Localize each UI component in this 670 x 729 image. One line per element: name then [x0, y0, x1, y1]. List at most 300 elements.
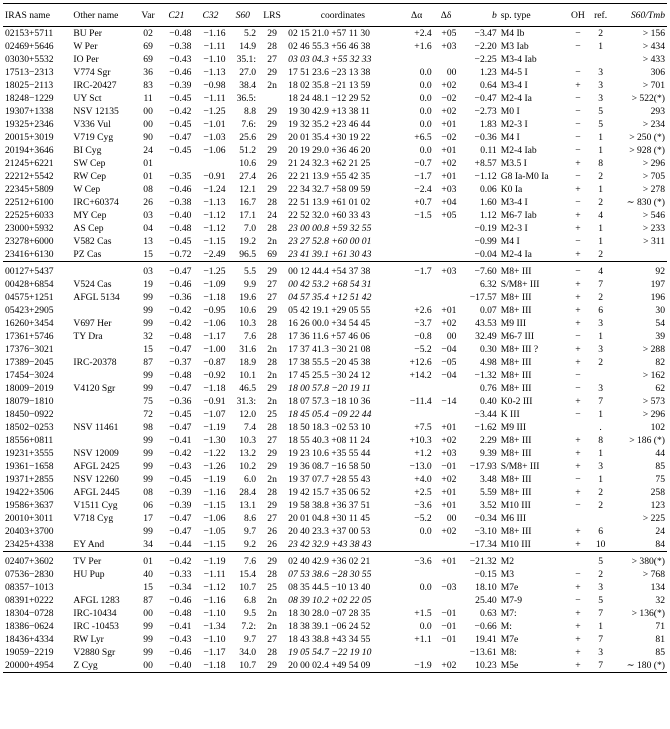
- cell-s60: 7.0: [244, 223, 257, 234]
- cell-oh: +: [575, 184, 581, 195]
- cell-delta-alpha: +4.0: [414, 474, 432, 485]
- cell-c32: −1.30: [203, 435, 226, 446]
- cell-sp-type: M10 III: [500, 500, 531, 511]
- cell-c21: −0.46: [169, 279, 192, 290]
- cell-oh: −: [575, 370, 581, 381]
- cell-other-name: NSV 11461: [73, 422, 119, 433]
- cell-s60-tmb: 134: [650, 582, 665, 593]
- cell-sp-type: M3: [500, 569, 515, 580]
- cell-other-name: V697 Her: [73, 318, 112, 329]
- cell-s60: 16.7: [239, 197, 257, 208]
- cell-coordinates: 22 34 32.7 +58 09 59: [288, 184, 371, 195]
- cell-var: 87: [143, 595, 153, 606]
- cell-ref: 1: [598, 184, 604, 195]
- cell-delta-delta: +02: [441, 106, 457, 117]
- cell-other-name: [71, 343, 136, 356]
- table-row: [3, 408, 667, 421]
- cell-delta-delta: +02: [441, 526, 457, 537]
- cell-delta-delta: +02: [441, 474, 457, 485]
- cell-c21: −0.42: [169, 448, 192, 459]
- table-row: [3, 512, 667, 525]
- cell-c32: −1.15: [193, 538, 227, 552]
- cell-sp-type: M2-4 Iab: [500, 145, 537, 156]
- cell-c32: −1.10: [203, 634, 226, 645]
- table-row: [3, 369, 667, 382]
- cell-delta-delta: −04: [441, 370, 457, 381]
- cell-sp-type: K0 Ia: [500, 184, 523, 195]
- cell-other-name: V524 Cas: [73, 279, 112, 290]
- cell-ref: 2: [598, 197, 604, 208]
- cell-b: −1.12: [474, 171, 497, 182]
- cell-c32: −1.13: [203, 67, 226, 78]
- cell-sp-type: M8+ III: [499, 262, 567, 279]
- cell-oh: +: [575, 647, 581, 658]
- cell-s60-tmb: 30: [655, 305, 665, 316]
- cell-iras-name: 19307+1338: [5, 106, 54, 117]
- cell-ref: [590, 369, 612, 382]
- cell-iras-name: 18025−2113: [5, 80, 54, 91]
- cell-lrs: 27: [267, 54, 277, 65]
- cell-lrs: 27: [267, 435, 277, 446]
- cell-lrs: 2n: [267, 595, 277, 606]
- cell-sp-type: M0 I: [500, 106, 520, 117]
- cell-iras-name: 17361+5746: [5, 331, 54, 342]
- col-sp-type: sp. type: [499, 4, 567, 27]
- cell-b: −17.57: [469, 292, 497, 303]
- cell-delta-alpha: −0.7: [414, 158, 432, 169]
- cell-iras-name: 17454−3024: [5, 370, 54, 381]
- cell-iras-name: 19586+3637: [5, 500, 54, 511]
- cell-ref: 3: [598, 461, 604, 472]
- table-row: [3, 222, 667, 235]
- cell-other-name: W Cep: [73, 184, 101, 195]
- cell-b: 6.32: [479, 279, 497, 290]
- cell-c21: −0.46: [169, 595, 192, 606]
- cell-lrs: 24: [267, 210, 277, 221]
- cell-oh: +: [566, 248, 589, 262]
- cell-var: 00: [143, 608, 153, 619]
- cell-s60-tmb: > 234: [642, 119, 665, 130]
- cell-other-name: V2880 Sgr: [73, 647, 116, 658]
- cell-sp-type: M4 I: [500, 132, 520, 143]
- cell-ref: 5: [590, 552, 612, 569]
- cell-c32: −1.05: [203, 526, 226, 537]
- cell-iras-name: 20000+4954: [3, 659, 71, 673]
- cell-delta-delta: +02: [441, 80, 457, 91]
- cell-lrs: 25: [267, 409, 277, 420]
- cell-b: 9.39: [479, 448, 497, 459]
- cell-ref: .: [599, 422, 602, 433]
- cell-delta-delta: 00: [446, 331, 457, 342]
- cell-sp-type: K III: [500, 409, 520, 420]
- cell-iras-name: 23000+5932: [5, 223, 54, 234]
- cell-s60: 9.7: [244, 526, 257, 537]
- cell-s60-tmb: > 278: [642, 184, 665, 195]
- cell-coordinates: 18 07 57.3 −18 10 36: [288, 396, 371, 407]
- cell-lrs: 29: [267, 461, 277, 472]
- table-row: [3, 486, 667, 499]
- cell-c21: −0.45: [169, 119, 192, 130]
- cell-oh: +: [575, 435, 581, 446]
- cell-s60: 10.6: [239, 305, 257, 316]
- cell-oh: +: [575, 526, 581, 537]
- cell-s60: 36.5:: [236, 93, 257, 104]
- cell-c32: −1.06: [203, 513, 226, 524]
- cell-b: −0.99: [474, 236, 497, 247]
- cell-b: 19.41: [475, 634, 497, 645]
- cell-delta-alpha: +7.5: [414, 422, 432, 433]
- cell-s60: 7.2:: [241, 621, 257, 632]
- cell-s60: 7.6: [228, 552, 259, 569]
- col-lrs: LRS: [258, 4, 286, 27]
- cell-sp-type: M2-4 Ia: [500, 93, 532, 104]
- cell-iras-name: 22345+5809: [5, 184, 54, 195]
- cell-coordinates: 03 03 04.3 +55 32 33: [288, 54, 372, 65]
- cell-ref: 1: [598, 145, 604, 156]
- cell-c32: −2.49: [193, 248, 227, 262]
- cell-var: 00: [143, 119, 153, 130]
- cell-c32: −1.03: [203, 132, 226, 143]
- cell-delta-alpha: +14.2: [409, 370, 432, 381]
- cell-oh: +: [575, 582, 581, 593]
- table-row: [3, 105, 667, 118]
- cell-var: 75: [143, 396, 153, 407]
- cell-oh: −: [566, 262, 589, 279]
- cell-s60: 27.0: [239, 67, 257, 78]
- cell-iras-name: 18556+0811: [5, 435, 54, 446]
- cell-delta-delta: −01: [441, 461, 457, 472]
- cell-lrs: 29: [267, 106, 277, 117]
- table-row: [3, 581, 667, 594]
- cell-b: 0.64: [479, 80, 497, 91]
- table-row: [3, 304, 667, 317]
- cell-coordinates: 20 40 23.3 +37 00 53: [288, 526, 371, 537]
- col-delta-delta: Δδ: [434, 4, 459, 27]
- cell-c32: −0.92: [203, 370, 226, 381]
- cell-oh: +: [575, 448, 581, 459]
- cell-delta-delta: −02: [441, 132, 457, 143]
- cell-sp-type: M3-4 I: [500, 197, 528, 208]
- cell-lrs: 28: [267, 569, 277, 580]
- cell-sp-type: S/M8+ III: [500, 461, 540, 472]
- table-row: [3, 552, 667, 569]
- cell-ref: 1: [598, 132, 604, 143]
- cell-s60-tmb: 71: [655, 621, 665, 632]
- cell-c32: −0.95: [203, 305, 226, 316]
- cell-oh: −: [575, 106, 581, 117]
- cell-iras-name: 18386−0624: [5, 621, 54, 632]
- table-row: [3, 447, 667, 460]
- cell-c32: [193, 157, 227, 170]
- cell-c21: −0.43: [169, 461, 192, 472]
- cell-s60: 10.1: [239, 370, 257, 381]
- table-row: [3, 460, 667, 473]
- cell-c32: −1.09: [203, 279, 226, 290]
- cell-sp-type: M6 III: [500, 513, 527, 524]
- cell-c32: −1.13: [203, 197, 226, 208]
- cell-oh: +: [575, 608, 581, 619]
- table-row: [3, 525, 667, 538]
- cell-c32: −1.17: [203, 647, 226, 658]
- cell-oh: +: [575, 357, 581, 368]
- cell-delta-alpha: −3.6: [414, 500, 432, 511]
- cell-c21: −0.33: [169, 569, 192, 580]
- cell-c21: −0.46: [169, 184, 192, 195]
- cell-iras-name: 00428+6854: [5, 279, 54, 290]
- cell-lrs: 28: [267, 647, 277, 658]
- cell-coordinates: 18 50 18.3 −02 53 10: [288, 422, 371, 433]
- cell-var: 01: [137, 552, 160, 569]
- cell-coordinates: 23 41 39.1 +61 30 43: [286, 248, 399, 262]
- cell-b: 0.40: [479, 396, 497, 407]
- cell-s60-tmb: 85: [655, 647, 665, 658]
- cell-b: 2.29: [479, 435, 497, 446]
- cell-iras-name: 18009−2019: [5, 383, 54, 394]
- cell-coordinates: 19 42 15.7 +35 06 52: [288, 487, 371, 498]
- cell-var: 17: [143, 513, 153, 524]
- cell-c32: −1.00: [203, 344, 226, 355]
- cell-s60-tmb: 39: [655, 331, 665, 342]
- cell-sp-type: M3-4 I: [500, 80, 528, 91]
- cell-ref: 1: [598, 409, 604, 420]
- cell-var: 08: [143, 487, 153, 498]
- cell-c32: −1.34: [203, 621, 226, 632]
- table-row: [3, 594, 667, 607]
- cell-lrs: 29: [258, 262, 286, 279]
- cell-iras-name: 19325+2346: [5, 119, 54, 130]
- cell-delta-delta: −14: [441, 396, 457, 407]
- cell-b: 1.83: [479, 119, 497, 130]
- cell-b: 5.59: [479, 487, 497, 498]
- cell-sp-type: K0-2 III: [500, 396, 533, 407]
- cell-sp-type: M3-4 Iab: [500, 54, 537, 65]
- cell-sp-type: M3 Iab: [500, 41, 529, 52]
- cell-other-name: AFGL 1283: [73, 595, 120, 606]
- cell-lrs: 2n: [267, 474, 277, 485]
- cell-sp-type: M8+ III: [500, 357, 532, 368]
- cell-lrs: 29: [267, 305, 277, 316]
- cell-iras-name: 22212+5542: [5, 171, 54, 182]
- cell-other-name: V718 Cyg: [73, 513, 114, 524]
- cell-s60-tmb: > 250 (*): [629, 132, 665, 143]
- cell-s60-tmb: > 380(*): [612, 552, 667, 569]
- cell-iras-name: 18248−1229: [5, 93, 54, 104]
- cell-ref: 5: [598, 119, 604, 130]
- cell-delta-delta: −01: [441, 634, 457, 645]
- table-row: [3, 356, 667, 369]
- cell-sp-type: M7:: [500, 608, 517, 619]
- cell-lrs: 28: [267, 422, 277, 433]
- cell-s60: 10.3: [239, 318, 257, 329]
- cell-ref: 2: [598, 28, 604, 39]
- cell-oh: −: [575, 500, 581, 511]
- cell-delta-alpha: −0.8: [414, 331, 432, 342]
- cell-s60: 6.0: [244, 474, 257, 485]
- cell-ref: 4: [590, 262, 612, 279]
- cell-s60-tmb: 258: [650, 487, 665, 498]
- cell-var: 00: [137, 659, 160, 673]
- cell-b: −3.44: [474, 409, 497, 420]
- cell-other-name: V4120 Sgr: [73, 383, 116, 394]
- cell-c21: −0.45: [169, 93, 192, 104]
- cell-delta-alpha: 0.0: [419, 119, 432, 130]
- cell-s60-tmb: 75: [655, 474, 665, 485]
- cell-ref: 6: [598, 305, 604, 316]
- cell-delta-delta: [434, 538, 459, 552]
- cell-b: −21.32: [458, 552, 498, 569]
- cell-var: 90: [143, 132, 153, 143]
- cell-lrs: 28: [267, 41, 277, 52]
- table-row: [3, 382, 667, 395]
- cell-sp-type: M7e: [500, 634, 519, 645]
- cell-iras-name: 17389−2045: [5, 357, 54, 368]
- cell-other-name: [71, 434, 136, 447]
- cell-c21: −0.47: [169, 513, 192, 524]
- cell-coordinates: 20 01 04.8 +30 11 45: [288, 513, 370, 524]
- cell-var: 34: [137, 538, 160, 552]
- cell-delta-alpha: +12.6: [409, 357, 432, 368]
- cell-var: 99: [143, 461, 153, 472]
- cell-s60: 10.7: [228, 659, 259, 673]
- cell-oh: −: [575, 145, 581, 156]
- cell-c21: −0.44: [159, 538, 193, 552]
- cell-iras-name: 16260+3454: [5, 318, 54, 329]
- cell-b: −0.19: [474, 223, 497, 234]
- cell-sp-type: M8+ III: [500, 435, 532, 446]
- cell-ref: 2: [598, 171, 604, 182]
- cell-iras-name: 02469+5646: [5, 41, 54, 52]
- cell-s60: 96.5: [228, 248, 259, 262]
- cell-s60-tmb: > 288: [642, 344, 665, 355]
- cell-var: 99: [143, 318, 153, 329]
- cell-s60: 34.0: [239, 647, 257, 658]
- table-row: [3, 620, 667, 633]
- cell-coordinates: 23 42 32.9 +43 38 43: [286, 538, 399, 552]
- cell-other-name: AS Cep: [73, 223, 104, 234]
- cell-s60: 10.2: [239, 461, 257, 472]
- cell-s60-tmb: 92: [612, 262, 667, 279]
- cell-s60: 5.2: [244, 28, 257, 39]
- cell-delta-delta: +01: [441, 422, 457, 433]
- cell-coordinates: 04 57 35.4 +12 51 42: [288, 292, 372, 303]
- cell-delta-delta: +01: [441, 171, 457, 182]
- cell-oh: −: [575, 171, 581, 182]
- cell-coordinates: 19 30 42.9 +13 38 11: [288, 106, 370, 117]
- cell-lrs: 28: [267, 197, 277, 208]
- cell-lrs: 29: [267, 383, 277, 394]
- cell-s60-tmb: 84: [612, 538, 667, 552]
- cell-c21: −0.42: [169, 106, 192, 117]
- cell-sp-type: M9 III: [500, 318, 527, 329]
- cell-delta-delta: +02: [441, 158, 457, 169]
- cell-other-name: IRC -10453: [73, 621, 119, 632]
- table-row: [3, 473, 667, 486]
- cell-coordinates: 19 32 35.2 +23 46 44: [288, 119, 371, 130]
- cell-c21: −0.39: [169, 80, 192, 91]
- cell-delta-delta: +02: [441, 318, 457, 329]
- cell-other-name: SW Cep: [73, 158, 106, 169]
- cell-iras-name: 22512+6100: [5, 197, 54, 208]
- cell-oh: −: [575, 41, 581, 52]
- cell-s60: 10.7: [239, 582, 257, 593]
- cell-s60: 25.6: [239, 132, 257, 143]
- cell-other-name: IRC-20427: [73, 80, 117, 91]
- cell-lrs: 29: [267, 132, 277, 143]
- table-row: [3, 262, 667, 279]
- cell-ref: 3: [598, 647, 604, 658]
- cell-coordinates: 17 45 25.5 −30 24 12: [288, 370, 371, 381]
- cell-oh: +: [575, 80, 581, 91]
- cell-ref: 3: [598, 344, 604, 355]
- cell-lrs: 28: [267, 487, 277, 498]
- cell-delta-alpha: [400, 382, 434, 395]
- cell-c21: −0.45: [169, 474, 192, 485]
- cell-delta-delta: +05: [441, 28, 457, 39]
- col-ref: ref.: [590, 4, 612, 27]
- cell-delta-alpha: [400, 291, 434, 304]
- cell-oh: +: [575, 634, 581, 645]
- cell-ref: [590, 53, 612, 66]
- iras-source-table: [3, 3, 667, 673]
- cell-coordinates: 19 36 08.7 −16 58 50: [288, 461, 371, 472]
- cell-other-name: TV Per: [71, 552, 136, 569]
- cell-iras-name: 07536−2830: [5, 569, 54, 580]
- cell-sp-type: M8+ III: [500, 305, 532, 316]
- cell-lrs: 2n: [267, 396, 277, 407]
- cell-c32: −1.18: [203, 292, 226, 303]
- cell-coordinates: 02 15 21.0 +57 11 30: [288, 28, 370, 39]
- cell-other-name: IRC-10434: [73, 608, 117, 619]
- cell-coordinates: 22 51 13.9 +61 01 02: [288, 197, 371, 208]
- cell-s60: 14.9: [239, 41, 257, 52]
- cell-delta-alpha: −5.2: [414, 344, 432, 355]
- col-coordinates: coordinates: [286, 4, 399, 27]
- table-row: [3, 607, 667, 620]
- cell-other-name: AFGL 2425: [73, 461, 120, 472]
- cell-ref: 1: [598, 474, 604, 485]
- cell-lrs: 2n: [267, 344, 277, 355]
- cell-lrs: 26: [267, 171, 277, 182]
- cell-c21: −0.38: [169, 41, 192, 52]
- cell-var: 40: [143, 569, 153, 580]
- cell-coordinates: 08 39 10.2 +02 22 05: [288, 595, 372, 606]
- cell-var: 83: [143, 80, 153, 91]
- cell-b: 1.23: [479, 67, 497, 78]
- cell-delta-alpha: +10.3: [409, 435, 432, 446]
- cell-s60: 35.1:: [236, 54, 257, 65]
- cell-lrs: 29: [267, 448, 277, 459]
- cell-oh: +: [575, 292, 581, 303]
- cell-s60-tmb: 85: [655, 461, 665, 472]
- cell-oh: −: [575, 331, 581, 342]
- cell-ref: 2: [590, 248, 612, 262]
- cell-s60-tmb: > 186 (*): [629, 435, 665, 446]
- table-row: [3, 421, 667, 434]
- cell-s60-tmb: 24: [655, 526, 665, 537]
- table-row: [3, 317, 667, 330]
- cell-iras-name: 04575+1251: [5, 292, 54, 303]
- cell-var: 99: [143, 647, 153, 658]
- cell-oh: −: [575, 28, 581, 39]
- cell-ref: 3: [598, 383, 604, 394]
- cell-s60: 28.4: [239, 487, 257, 498]
- cell-b: 4.98: [479, 357, 497, 368]
- cell-coordinates: 20 00 02.4 +49 54 09: [286, 659, 399, 673]
- cell-delta-alpha: −1.7: [414, 171, 432, 182]
- cell-var: 99: [143, 435, 153, 446]
- cell-oh: [566, 53, 589, 66]
- table-row: [3, 343, 667, 356]
